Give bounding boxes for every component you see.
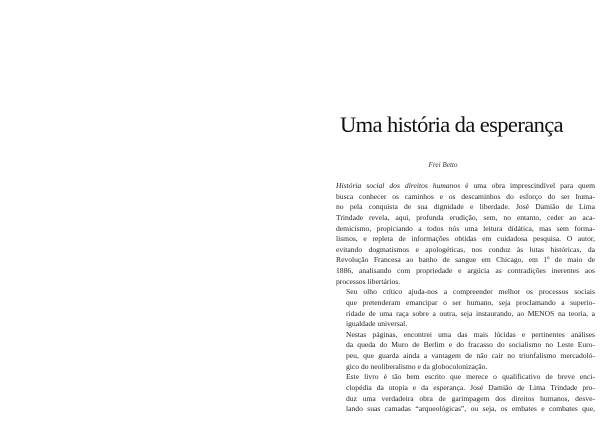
- text-line: igualdade universal.: [346, 319, 408, 329]
- text-line: duz uma verdadeira obra de garimpagem dos direitos humanos, desve-: [346, 393, 595, 403]
- text-line: Revolução Francesa ao banho de sangue em Chicago, em 1º de maio de: [336, 255, 595, 265]
- chapter-author: Frei Betto: [428, 161, 458, 169]
- text-line: processos libertários.: [336, 276, 401, 286]
- text-line: História social dos direitos humanos é uma obra imprescindível para quem: [336, 181, 595, 190]
- paragraph-4: [336, 372, 595, 415]
- text-line: Este livro é tão bem escrito que merece o qualificativo de breve enci-: [346, 372, 595, 382]
- text-line: lando suas camadas “arqueológicas”, ou seja, os embates e combates que,: [346, 404, 595, 414]
- paragraph-1: [336, 181, 595, 287]
- text-line: gico do neoliberalismo e da globocolonização.: [346, 361, 488, 371]
- text-line: lismos, e repleta de informações obtidas em cuidadosa pesquisa. O autor,: [336, 234, 595, 244]
- text-line: busca conhecer os caminhos e os descaminhos do esforço do ser huma-: [336, 191, 595, 201]
- body-text: [336, 181, 595, 415]
- paragraph-2: [336, 287, 595, 330]
- text-line: no pela conquista de sua dignidade e liberdade. José Damião de Lima: [336, 202, 595, 212]
- text-line: Seu olho crítico ajuda-nos a compreender melhor os processos sociais: [346, 287, 595, 297]
- chapter-title: Uma história da esperança: [340, 112, 564, 137]
- text-line: Nestas páginas, encontrei uma das mais lúcidas e pertinentes análises: [346, 329, 595, 339]
- text-line: evitando dogmatismos e apologéticas, nos conduz às lutas históricas, da: [336, 244, 595, 254]
- text-line: da queda do Muro de Berlim e do fracasso do socialismo no Leste Euro-: [346, 340, 595, 350]
- text-line: peu, que guarda ainda a vantagem de não cair no triunfalismo mercadoló-: [346, 351, 595, 360]
- text-line: ridade de uma raça sobre a outra, seja instaurando, ao MENOS na teoria, a: [346, 308, 595, 318]
- text-line: que pretenderam emancipar o ser humano, seja proclamando a superio-: [346, 297, 595, 307]
- book-title-italic: História social dos direitos humanos: [336, 181, 461, 190]
- text-line: demicismo, propiciando a todos nós uma leitura didática, mas sem forma-: [336, 223, 595, 233]
- text-line: 1886, analisando com propriedade e argúcia as contradições inerentes aos: [336, 266, 595, 275]
- text-line: clopédia da utopia e da esperança. José Damião de Lima Trindade pro-: [346, 382, 595, 392]
- paragraph-3: [336, 330, 595, 373]
- text-line: Trindade revela, aqui, profunda erudição, sem, no entanto, ceder ao aca-: [336, 212, 595, 222]
